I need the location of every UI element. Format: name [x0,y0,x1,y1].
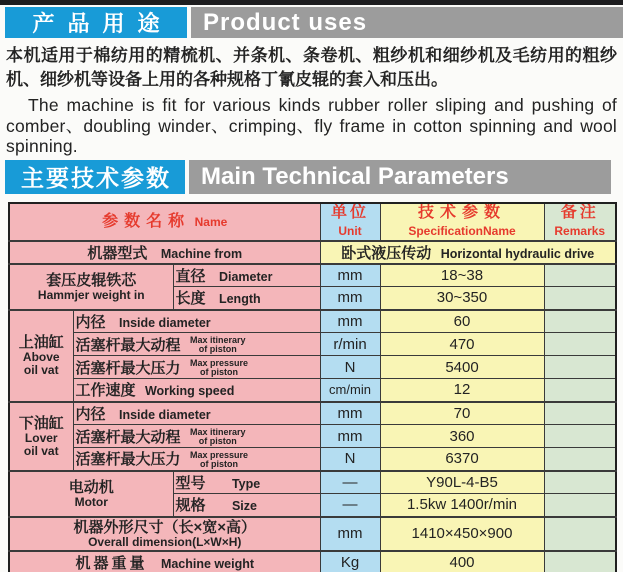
row-lower-max-itinerary [9,425,616,448]
row-machine-type [9,241,616,264]
header-spec-en: SpecificationName [408,223,516,238]
param-en-line2: of piston [199,367,238,378]
spec-value-cell: 12 [380,379,544,402]
header-name-en: Name [194,214,228,229]
spec-value-cell: 30~350 [380,287,544,310]
unit-cell: N [320,448,380,471]
lower-group-en1: Lover [24,430,58,445]
param-en-line1: Max pressure [189,450,248,461]
section-header-main-parameters [5,160,623,194]
param-en: Length [218,292,261,307]
param-zh: 规格 [175,497,206,515]
main-parameters-title-en: Main Technical Parameters [189,160,611,194]
remarks-cell [544,264,616,287]
above-group-en2: oil vat [23,363,59,377]
remarks-cell [544,287,616,310]
row-above-max-itinerary [9,333,616,356]
unit-cell: N [320,356,380,379]
spec-value-cell: Y90L-4-B5 [380,471,544,494]
spec-value-cell: 360 [380,425,544,448]
dimension-zh: 机器外形尺寸（长×宽×高） [73,518,257,536]
spec-value-cell: 470 [380,333,544,356]
param-label-cell [73,356,320,379]
spec-value-cell: 1.5kw 1400r/min [380,494,544,517]
unit-cell: mm [320,310,380,333]
motor-group-en: Motor [74,494,108,509]
unit-cell: mm [320,425,380,448]
product-uses-paragraph-en: The machine is fit for various kinds rubber roller sliping and pushing of comber、doubling winder、crimping、fly frame in cotton spinning and wool spinning. [6,95,617,156]
remarks-cell [544,471,616,494]
remarks-cell [544,379,616,402]
spec-value-cell: 18~38 [380,264,544,287]
param-label-cell [173,287,320,310]
machine-type-value-cell [320,241,616,264]
roller-core-group-en: Hammjer weight in [37,287,145,302]
header-remarks-en: Remarks [554,223,606,238]
weight-en: Machine weight [160,556,255,571]
remarks-cell [544,425,616,448]
param-en: Diameter [218,269,273,284]
dimension-en: Overall dimension(L×W×H) [88,534,242,549]
param-en-line1: Max pressure [189,358,248,369]
param-en: Inside diameter [118,407,211,422]
technical-parameters-table [8,202,617,572]
motor-group-cell [9,471,173,517]
remarks-cell [544,448,616,471]
unit-cell: — [320,471,380,494]
row-above-inside-diameter [9,310,616,333]
machine-type-en: Machine from [160,246,243,261]
param-en-stacked [190,359,248,377]
param-en-line1: Max itinerary [189,427,246,438]
page-top-edge [0,0,623,5]
unit-cell: r/min [320,333,380,356]
param-zh: 长度 [175,290,206,308]
param-zh: 活塞杆最大压力 [75,359,181,377]
param-label-cell [173,264,320,287]
param-zh: 内径 [75,405,106,423]
machine-type-label-cell [9,241,320,264]
row-motor-type [9,471,616,494]
header-remarks-zh: 备注 [560,203,599,221]
above-group-en1: Above [22,350,60,364]
product-uses-paragraph-zh: 本机适用于棉纺用的精梳机、并条机、条卷机、粗纱机和细纱机及毛纺用的粗纱机、细纱机等设备上用的各种规格丁氰皮辊的套入和压出。 [6,46,617,89]
param-en-line2: of piston [198,436,237,447]
param-label-cell [73,333,320,356]
param-label-cell [73,448,320,471]
param-en: Size [231,499,257,514]
table-header-row [9,203,616,241]
param-zh: 型号 [175,474,206,492]
product-uses-title-zh: 产品用途 [5,7,187,38]
header-unit-zh: 单位 [330,203,369,221]
param-en: Type [231,476,261,491]
unit-cell: Kg [320,551,380,572]
header-spec-cell [380,203,544,241]
remarks-cell [544,356,616,379]
param-zh: 内径 [75,313,106,331]
product-uses-title-en: Product uses [191,7,623,38]
spec-value-cell: 70 [380,402,544,425]
param-zh: 直径 [175,267,206,285]
row-above-working-speed [9,379,616,402]
header-unit-en: Unit [338,223,362,238]
weight-label-cell [9,551,320,572]
unit-cell: mm [320,264,380,287]
param-en-line1: Max itinerary [189,335,246,346]
param-zh: 活塞杆最大动程 [75,428,181,446]
spec-value-cell: 400 [380,551,544,572]
header-unit-cell [320,203,380,241]
unit-cell: mm [320,287,380,310]
section-header-product-uses [5,7,623,38]
param-en: Inside diameter [118,315,211,330]
param-label-cell [73,402,320,425]
remarks-cell [544,494,616,517]
header-name-cell [9,203,320,241]
row-lower-max-pressure [9,448,616,471]
param-label-cell [73,310,320,333]
param-label-cell [173,471,320,494]
unit-cell: — [320,494,380,517]
remarks-cell [544,333,616,356]
machine-type-value-en: Horizontal hydraulic drive [440,246,595,261]
motor-group-zh: 电动机 [68,478,114,496]
param-en-stacked [190,428,246,446]
param-zh: 工作速度 [75,382,136,400]
remarks-cell [544,402,616,425]
param-label-cell [73,379,320,402]
lower-group-en2: oil vat [23,443,59,458]
remarks-cell [544,517,616,551]
spec-value-cell: 5400 [380,356,544,379]
row-overall-dimension [9,517,616,551]
spec-value-cell: 6370 [380,448,544,471]
param-en-stacked [190,336,246,354]
machine-type-value-zh: 卧式液压传动 [341,244,432,262]
header-remarks-cell [544,203,616,241]
row-roller-core-diameter [9,264,616,287]
param-en-line2: of piston [198,344,237,355]
machine-type-zh: 机器型式 [87,244,148,262]
param-label-cell [173,494,320,517]
weight-zh: 机器重量 [75,554,148,572]
remarks-cell [544,551,616,572]
row-above-max-pressure [9,356,616,379]
remarks-cell [544,310,616,333]
unit-cell: mm [320,517,380,551]
dimension-label-cell [9,517,320,551]
header-name-zh: 参数名称 [102,212,191,230]
param-zh: 活塞杆最大压力 [75,451,181,469]
spec-value-cell: 1410×450×900 [380,517,544,551]
lower-group-zh: 下油缸 [18,414,64,432]
above-oil-vat-group-cell [9,310,73,402]
param-en-line2: of piston [199,459,238,470]
param-en-stacked [190,451,248,469]
above-group-zh: 上油缸 [18,334,64,351]
lower-oil-vat-group-cell [9,402,73,471]
header-spec-zh: 技术参数 [417,203,506,221]
row-lower-inside-diameter [9,402,616,425]
unit-cell: cm/min [320,379,380,402]
param-zh: 活塞杆最大动程 [75,336,181,354]
row-machine-weight [9,551,616,572]
param-en: Working speed [144,384,235,399]
param-label-cell [73,425,320,448]
roller-core-group-cell [9,264,173,310]
spec-value-cell: 60 [380,310,544,333]
roller-core-group-zh: 套压皮辊铁芯 [46,271,137,289]
main-parameters-title-zh: 主要技术参数 [5,160,185,194]
unit-cell: mm [320,402,380,425]
